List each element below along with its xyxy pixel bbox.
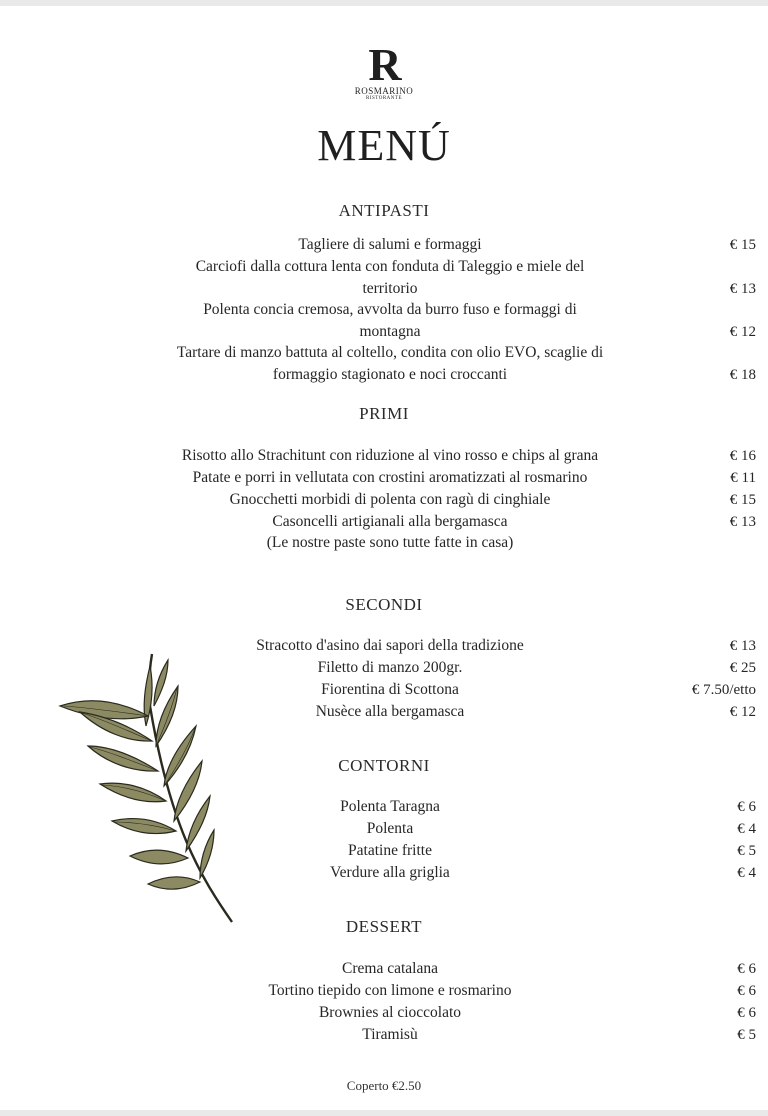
- dish-price: € 18: [729, 367, 756, 383]
- dish-name: Polenta Taragna: [340, 798, 440, 815]
- dish-price: € 6: [737, 1005, 756, 1021]
- cover-charge: Coperto €2.50: [346, 1078, 422, 1093]
- section-title-primi: PRIMI: [359, 404, 409, 423]
- dish-price: € 15: [729, 237, 756, 253]
- dish-price: € 6: [737, 983, 756, 999]
- dish-name: Casoncelli artigianali alla bergamasca: [272, 513, 508, 530]
- dish-price: € 7.50/etto: [691, 682, 756, 698]
- dish-price: € 13: [729, 638, 756, 654]
- dish-price: € 6: [737, 961, 756, 977]
- section-title-antipasti: ANTIPASTI: [338, 201, 430, 220]
- dish-line: Tartare di manzo battuta al coltello, condita con olio EVO, scaglie di: [176, 344, 604, 361]
- dish-price: € 6: [737, 799, 756, 815]
- dish-line: Polenta concia cremosa, avvolta da burro fuso e formaggi di: [203, 301, 577, 318]
- dish-line: formaggio stagionato e noci croccanti: [272, 366, 508, 383]
- dish-name: Crema catalana: [342, 960, 438, 977]
- dish-name: [140, 299, 640, 343]
- section-title-secondi: SECONDI: [345, 595, 423, 614]
- dish-line: Carciofi dalla cottura lenta con fonduta di Taleggio e miele del: [195, 258, 585, 275]
- dish-price: € 12: [729, 324, 756, 340]
- dish-price: € 13: [729, 281, 756, 297]
- brand-name: ROSMARINO: [354, 86, 414, 96]
- dish-price: € 5: [737, 843, 756, 859]
- dish-price: € 4: [737, 821, 756, 837]
- dish-price: € 15: [729, 492, 756, 508]
- menu-title: MENÚ: [317, 121, 451, 170]
- dish-name: Risotto allo Strachitunt con riduzione al vino rosso e chips al grana: [181, 447, 599, 464]
- dish-price: € 13: [729, 514, 756, 530]
- dish-name: Tortino tiepido con limone e rosmarino: [268, 982, 512, 999]
- dish-price: € 4: [737, 865, 756, 881]
- dish-name: Brownies al cioccolato: [318, 1004, 462, 1021]
- dish-name: Tiramisù: [362, 1026, 418, 1043]
- dish-name: Tagliere di salumi e formaggi: [298, 236, 482, 253]
- dish-line: montagna: [359, 323, 421, 340]
- section-title-contorni: CONTORNI: [338, 756, 430, 775]
- dish-price: € 12: [729, 704, 756, 720]
- rosemary-branch-icon: [50, 646, 250, 936]
- dish-price: € 5: [737, 1027, 756, 1043]
- dish-line: territorio: [362, 280, 418, 297]
- dish-name: [140, 256, 640, 300]
- dish-name: Filetto di manzo 200gr.: [317, 659, 463, 676]
- brand-subtitle: RISTORANTE: [365, 96, 403, 101]
- dish-name: Patatine fritte: [348, 842, 432, 859]
- dish-price: € 25: [729, 660, 756, 676]
- dish-name: Patate e porri in vellutata con crostini aromatizzati al rosmarino: [192, 469, 588, 486]
- pasta-note: (Le nostre paste sono tutte fatte in casa): [266, 534, 514, 551]
- dish-name: Nusèce alla bergamasca: [315, 703, 465, 720]
- dish-price: € 16: [729, 448, 756, 464]
- dish-name: Polenta: [366, 820, 414, 837]
- dish-name: Gnocchetti morbidi di polenta con ragù di cinghiale: [229, 491, 551, 508]
- dish-name: Stracotto d'asino dai sapori della tradizione: [256, 637, 524, 654]
- section-title-dessert: DESSERT: [345, 917, 423, 936]
- dish-name: Fiorentina di Scottona: [321, 681, 459, 698]
- dish-name: [140, 342, 640, 386]
- dish-price: € 11: [730, 470, 756, 486]
- menu-page: [0, 6, 768, 1110]
- dish-name: Verdure alla griglia: [330, 864, 450, 881]
- logo-initial: R: [368, 39, 400, 90]
- brand-logo: [0, 39, 768, 101]
